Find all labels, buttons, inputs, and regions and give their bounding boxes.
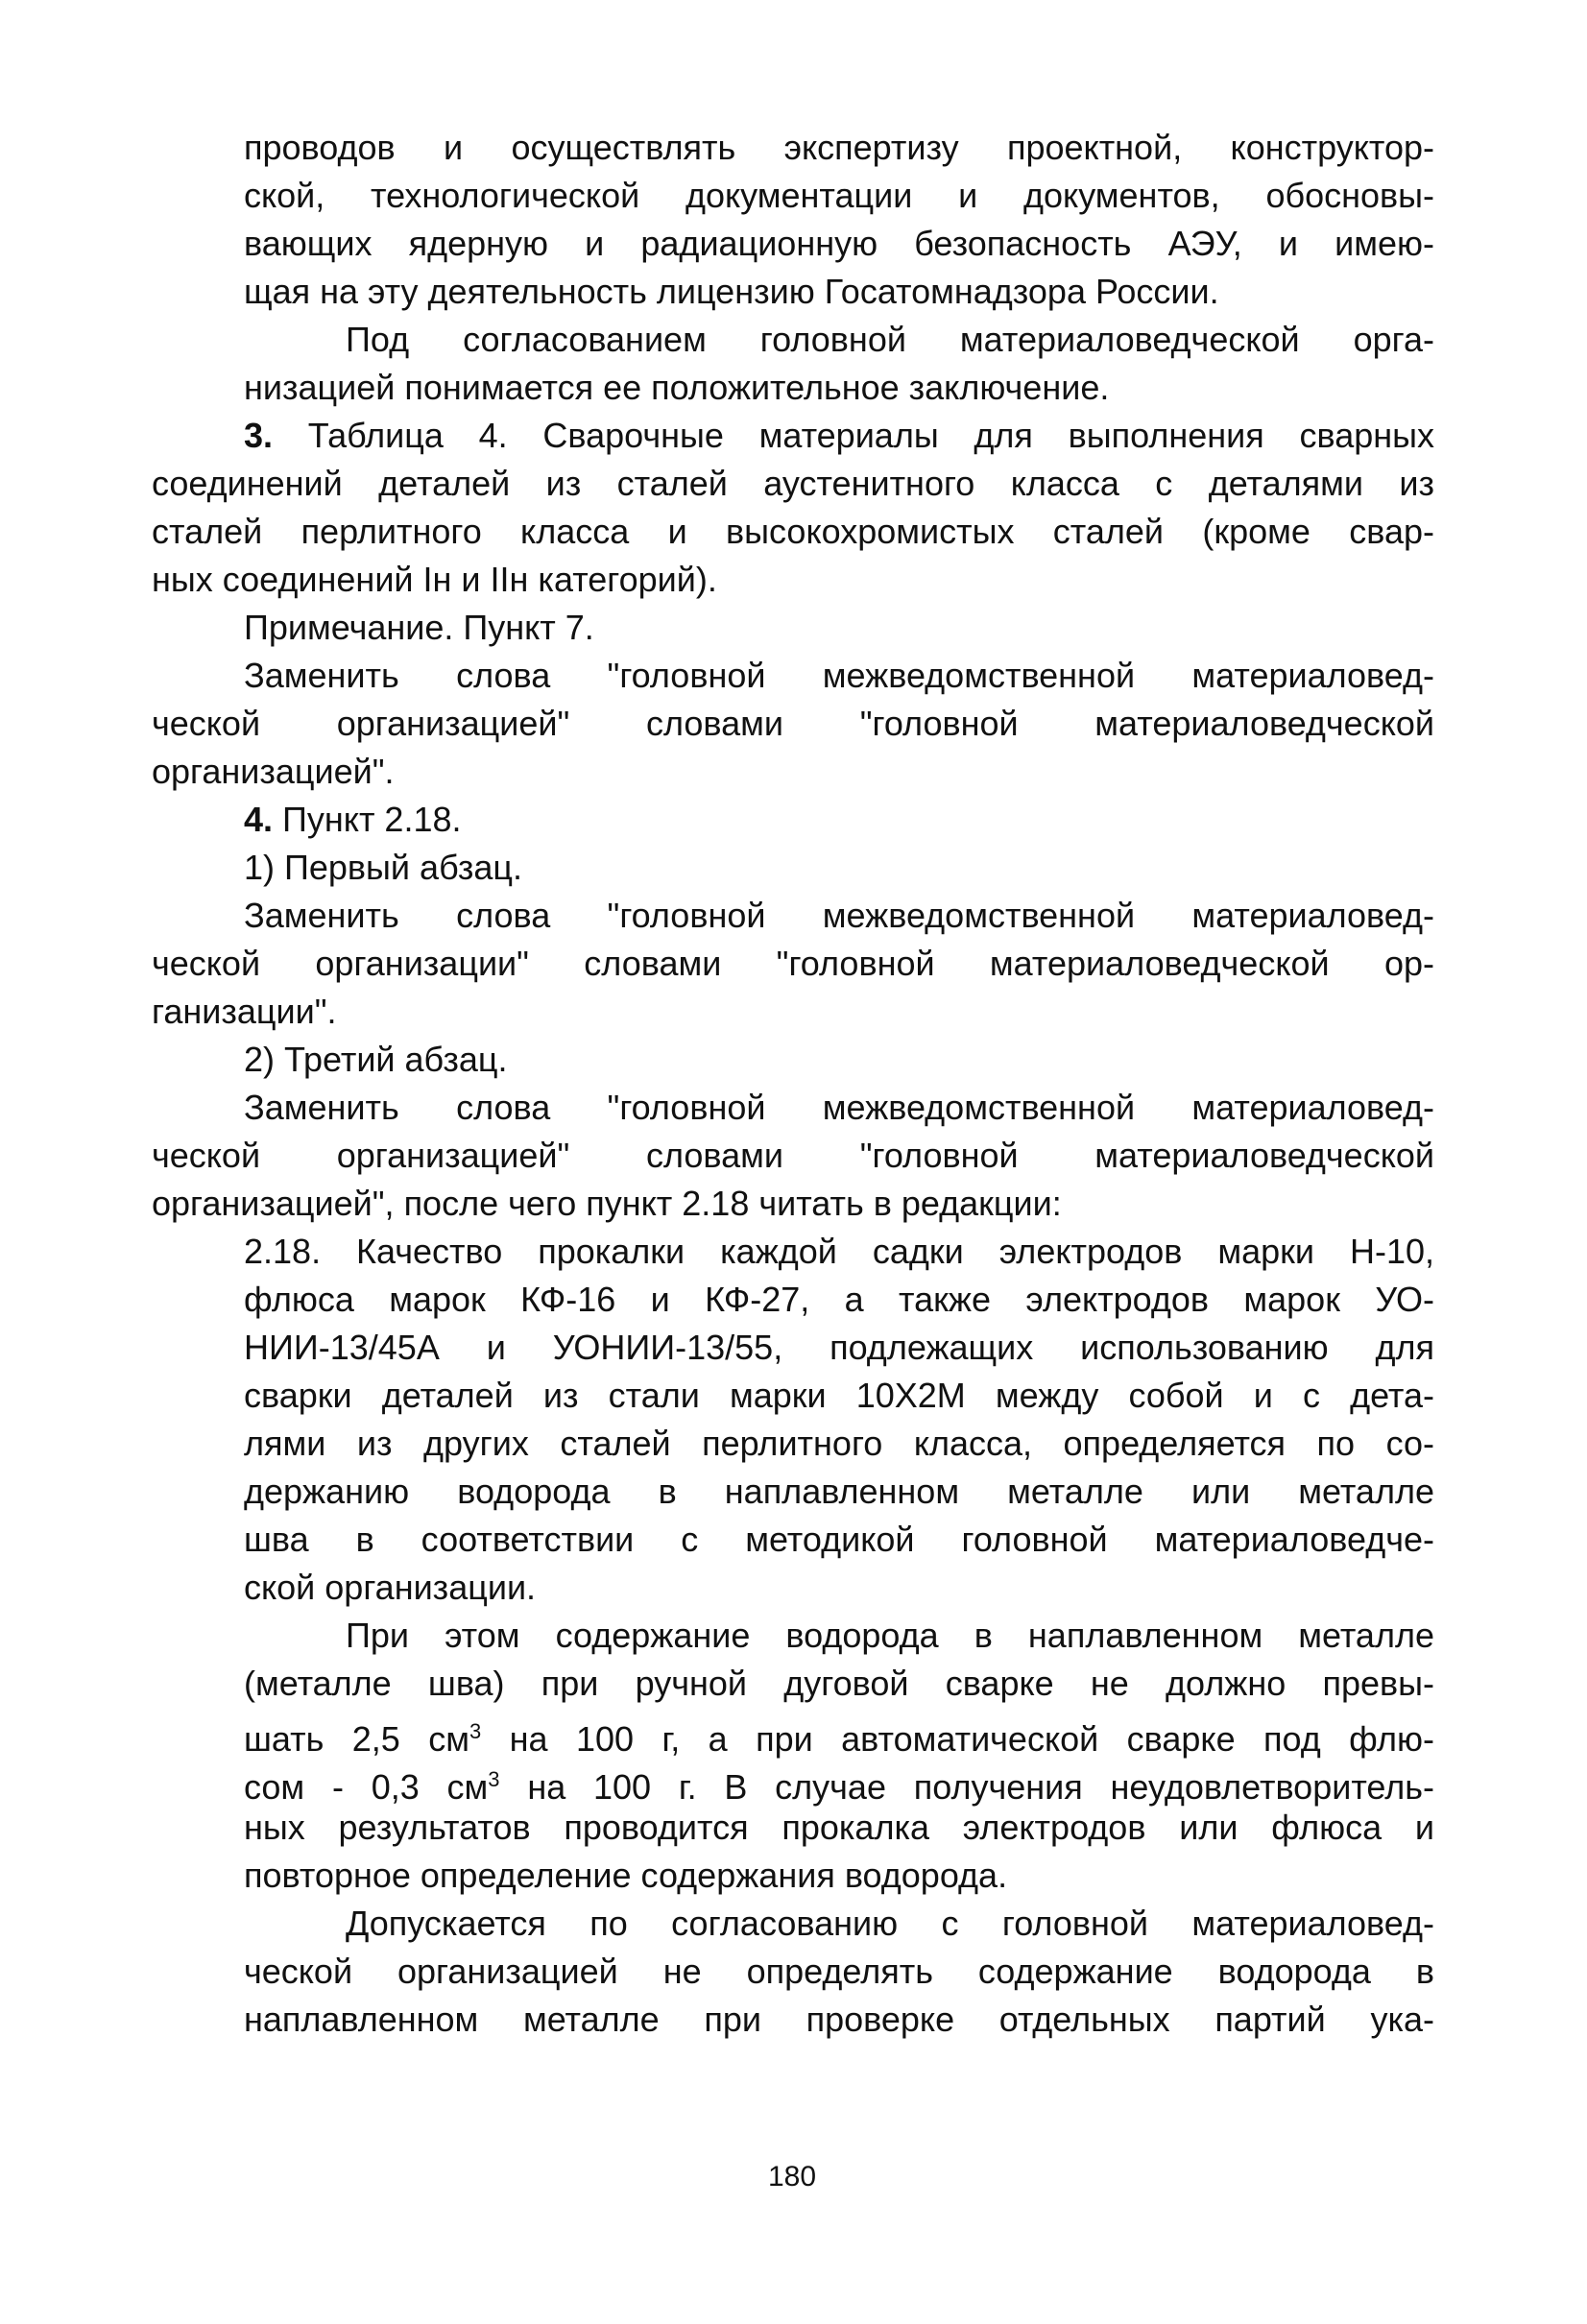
item-number: 4. (244, 800, 274, 839)
text-line: повторное определение содержания водорода. (244, 1856, 1008, 1895)
subitem-line: 1) Первый абзац. (244, 848, 523, 887)
text-line: ской, технологической документации и документов, обосновы- (244, 176, 1434, 215)
text-line: шва в соответствии с методикой головной материаловедче- (244, 1520, 1434, 1559)
item-text: Таблица 4. Сварочные материалы для выполнения сварных (273, 416, 1434, 455)
text-line: Под согласованием головной материаловедческой орга- (346, 320, 1434, 359)
text-line: Заменить слова "головной межведомственной материаловед- (244, 656, 1434, 695)
text-line: организацией". (152, 752, 395, 791)
item-3-line (244, 415, 1434, 457)
text-line: держанию водорода в наплавленном металле или металле (244, 1472, 1434, 1511)
text-line: ческой организацией не определять содержание водорода в (244, 1952, 1434, 1991)
text-line: ных результатов проводится прокалка электродов или флюса и (244, 1808, 1434, 1847)
text-line: ческой организацией" словами "головной материаловедческой (152, 1136, 1434, 1175)
text-line: При этом содержание водорода в наплавленном металле (346, 1616, 1434, 1655)
text-line: организацией", после чего пункт 2.18 читать в редакции: (152, 1184, 1062, 1223)
text-line: проводов и осуществлять экспертизу проектной, конструктор- (244, 128, 1434, 167)
text-line: Заменить слова "головной межведомственной материаловед- (244, 896, 1434, 935)
text-line: НИИ-13/45А и УОНИИ-13/55, подлежащих использованию для (244, 1328, 1434, 1367)
text-line: Допускается по согласованию с головной материаловед- (346, 1904, 1434, 1943)
text-line: соединений деталей из сталей аустенитного класса с деталями из (152, 464, 1434, 503)
item-number: 3. (244, 416, 274, 455)
text-line: ных соединений Iн и IIн категорий). (152, 560, 717, 599)
superscript: 3 (469, 1719, 482, 1743)
text-line: сталей перлитного класса и высокохромистых сталей (кроме свар- (152, 512, 1434, 551)
item-text: Пункт 2.18. (273, 800, 462, 839)
text-line: наплавленном металле при проверке отдельных партий ука- (244, 2000, 1434, 2039)
subitem-line: 2) Третий абзац. (244, 1040, 508, 1079)
text-line: ганизации". (152, 992, 337, 1031)
text-line: лями из других сталей перлитного класса, определяется по со- (244, 1424, 1434, 1463)
text-line: низацией понимается ее положительное заключение. (244, 368, 1110, 407)
text-fragment: на 100 г. В случае получения неудовлетворитель- (499, 1767, 1434, 1807)
text-line: вающих ядерную и радиационную безопасность АЭУ, и имею- (244, 224, 1434, 263)
text-line: сварки деталей из стали марки 10Х2М между собой и с дета- (244, 1376, 1434, 1415)
item-4-line (244, 799, 462, 841)
text-line: (металле шва) при ручной дуговой сварке не должно превы- (244, 1664, 1434, 1703)
text-fragment: шать 2,5 см (244, 1719, 469, 1759)
text-fragment: сом - 0,3 см (244, 1767, 489, 1807)
text-fragment: на 100 г, а при автоматической сварке под флю- (481, 1719, 1434, 1759)
text-line: ческой организацией" словами "головной материаловедческой (152, 704, 1434, 743)
text-line: 2.18. Качество прокалки каждой садки электродов марки Н-10, (244, 1232, 1434, 1271)
text-line: ческой организации" словами "головной материаловедческой ор- (152, 944, 1434, 983)
text-line (244, 1759, 1434, 1809)
page-number: 180 (767, 2161, 817, 2192)
superscript: 3 (488, 1767, 500, 1791)
text-line: флюса марок КФ-16 и КФ-27, а также электродов марок УО- (244, 1280, 1434, 1319)
text-line: ской организации. (244, 1568, 537, 1607)
note-line: Примечание. Пункт 7. (244, 608, 594, 647)
text-line: Заменить слова "головной межведомственной материаловед- (244, 1088, 1434, 1127)
text-line: щая на эту деятельность лицензию Госатомнадзора России. (244, 272, 1219, 311)
text-line (244, 1711, 1434, 1761)
